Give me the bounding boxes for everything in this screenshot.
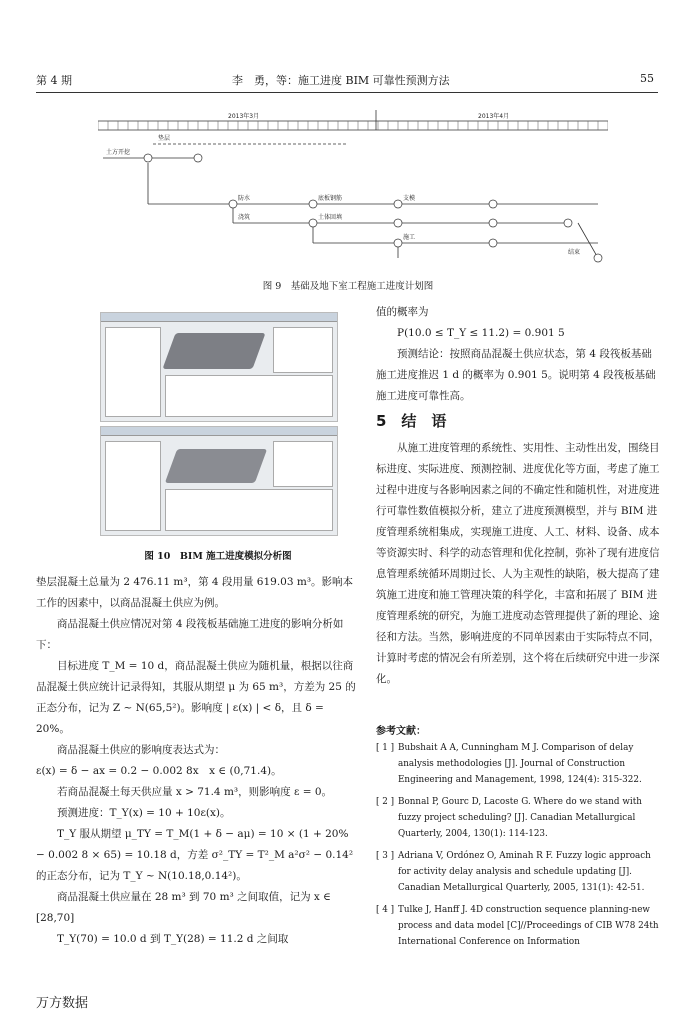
left-column: [36, 572, 356, 950]
figure9-caption: 图 9 基础及地下室工程施工进度计划图: [262, 281, 434, 292]
reference-text: Bonnal P, Gourc D, Lacoste G. Where do we stand with fuzzy project scheduling? [J]. Canadian Metallurgical Quarterly, 2004, 130(1): 114-123.: [398, 797, 642, 839]
paragraph-r1: 值的概率为: [376, 306, 429, 318]
journal-issue: 第 4 期: [36, 74, 72, 87]
conclusion-paragraph: 从施工进度管理的系统性、实用性、主动性出发，围绕目标进度、实际进度、预测控制、进度优化等方面，考虑了施工过程中进度与各影响因素之间的不确定性和随机性，对进度进行可靠性数值模拟分析，建立了进度预测模型，并与 BIM 进度管理系统相集成，实现施工进度、人工、材料、设备、成本等资源实时、科学的动态管理和优化控制，弥补了现有进度信息管理系统循环周期过长、人为主观性的缺陷，极大提高了建筑施工进度和施工管理决策的科学化，丰富和拓展了 BIM 进度管理系统的研究，为施工进度动态管理提供了新的理论、途径和方法。当然，影响进度的不同单因素由于实际特点不同，计算时考虑的情况会有所差别，这个将在后续研究中进一步深化。: [376, 442, 660, 685]
reference-number: [ 1 ]: [376, 743, 395, 753]
gantt-task-label: 垫层: [158, 135, 171, 142]
conclusion-text: [376, 438, 662, 690]
paragraph-p5: ε(x) = δ − ax = 0.2 − 0.002 8x x ∈ (0,71.4)。: [36, 765, 282, 777]
right-column: [376, 302, 662, 407]
gantt-task-label: 底板钢筋: [318, 195, 343, 202]
header-rule: [36, 92, 658, 93]
gantt-month-april: 2013年4月: [478, 113, 510, 120]
figure10-screenshot-bottom: [100, 426, 338, 536]
gantt-task-label: 浇筑: [238, 214, 251, 221]
reference-number: [ 2 ]: [376, 797, 395, 807]
figure10-screenshot-top: [100, 312, 338, 422]
paragraph-p7: 预测进度：T_Y(x) = 10 + 10ε(x)。: [57, 807, 231, 819]
paragraph-p3: 目标进度 T_M = 10 d，商品混凝土供应为随机量，根据以往商品混凝土供应统计记录得知，其服从期望 μ 为 65 m³，方差为 25 的正态分布，记为 Z ~ N(65,5²)。影响度 | ε(x) | < δ，且 δ = 20%。: [36, 660, 356, 735]
reference-item: [376, 740, 662, 788]
reference-number: [ 3 ]: [376, 851, 395, 861]
gantt-task-label: 防水: [238, 195, 251, 202]
paragraph-p9: 商品混凝土供应量在 28 m³ 到 70 m³ 之间取值，记为 x ∈ [28,70]: [36, 891, 331, 924]
paragraph-p10: T_Y(70) = 10.0 d 到 T_Y(28) = 11.2 d 之间取: [57, 933, 289, 945]
gantt-task-label: 结束: [568, 249, 581, 256]
figure10-caption: 图 10 BIM 施工进度模拟分析图: [144, 551, 292, 562]
running-title: 李 勇，等：施工进度 BIM 可靠性预测方法: [232, 74, 450, 87]
references-heading: 参考文献：: [376, 726, 426, 737]
section5-title: 5 结 语: [376, 412, 447, 430]
gantt-task-label: 土方开挖: [106, 149, 131, 156]
reference-text: Adriana V, Ordónez O, Aminah R F. Fuzzy logic approach for activity delay analysis and schedule updating [J]. Canadian Metallurgical Quarterly, 2005, 131(1): 42-51.: [398, 851, 651, 893]
figure9-gantt-chart: [98, 108, 608, 272]
reference-item: [376, 794, 662, 842]
reference-item: [376, 848, 662, 896]
reference-item: [376, 902, 662, 950]
paragraph-p1: 垫层混凝土总量为 2 476.11 m³，第 4 段用量 619.03 m³。影响本工作的因素中，以商品混凝土供应为例。: [36, 576, 354, 609]
footer-watermark: 万方数据: [36, 996, 89, 1011]
paragraph-r3: 预测结论：按照商品混凝土供应状态，第 4 段筏板基础施工进度推迟 1 d 的概率为 0.901 5。说明第 4 段筏板基础施工进度可靠性高。: [376, 348, 656, 402]
gantt-month-march: 2013年3月: [228, 113, 260, 120]
reference-text: Bubshait A A, Cunningham M J. Comparison of delay analysis methodologies [J]. Journal of Construction Engineering and Management, 1998, 124(4): 315-322.: [398, 743, 642, 785]
reference-number: [ 4 ]: [376, 905, 395, 915]
paragraph-p6: 若商品混凝土每天供应量 x > 71.4 m³，则影响度 ε = 0。: [57, 786, 333, 798]
paragraph-p2: 商品混凝土供应情况对第 4 段筏板基础施工进度的影响分析如下：: [36, 618, 344, 651]
reference-text: Tulke J, Hanff J. 4D construction sequence planning-new process and data model [C]//Proceedings of CIB W78 24th International Conference on Information: [398, 905, 659, 947]
paragraph-p8: T_Y 服从期望 μ_TY = T_M(1 + δ − aμ) = 10 × (1 + 20% − 0.002 8 × 65) = 10.18 d，方差 σ²_TY = T²_M a²σ² − 0.14² 的正态分布，记为 T_Y ~ N(10.18,0.14²)。: [36, 828, 354, 882]
gantt-task-label: 土体回填: [318, 214, 343, 221]
paragraph-r2: P(10.0 ≤ T_Y ≤ 11.2) = 0.901 5: [397, 327, 565, 339]
references-list: [376, 740, 662, 956]
paragraph-p4: 商品混凝土供应的影响度表达式为：: [57, 744, 225, 756]
gantt-task-label: 支模: [403, 195, 416, 202]
gantt-task-label: 施工: [403, 234, 416, 241]
page-number: 55: [640, 72, 654, 85]
